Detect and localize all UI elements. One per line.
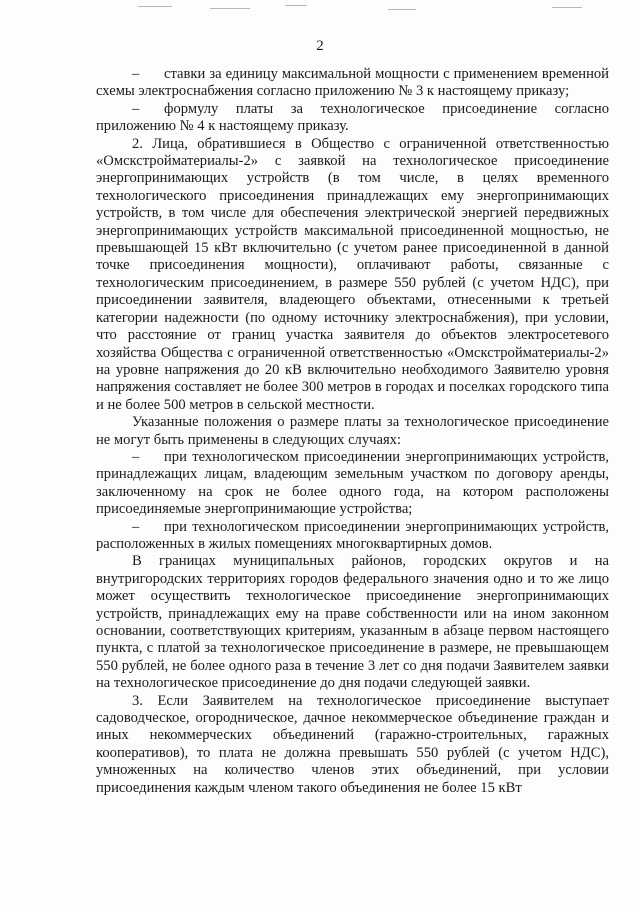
list-item-text: при технологическом присоединении энергопринимающих устройств, расположенных в жилых помещениях многоквартирных домов. <box>96 518 609 552</box>
list-item-text: формулу платы за технологическое присоединение согласно приложению № 4 к настоящему приказу. <box>96 100 609 135</box>
paragraph: 2. Лица, обратившиеся в Общество с ограниченной ответственностью «Омскстройматериалы-2» с заявкой на технологическое присоединение энергопринимающих устройств (в том числе, в целях временного технологического присоединения принадлежащих ему энергопринимающих устройств, в том числе для обеспечения электрической энергией передвижных энергопринимающих устройств максимальной присоединенной мощностью, не превышающей 15 кВт включительно (с учетом ранее присоединенной в данной точке присоединения мощности), оплачивают работы, связанные с технологическим присоединением, в размере 550 рублей (с учетом НДС), при присоединении заявителя, владеющего объектами, отнесенными к третьей категории надежности (по одному источнику электроснабжения), при условии, что расстояние от границ участка заявителя до объектов электросетевого хозяйства Общества с ограниченной ответственностью «Омскстройматериалы-2» на уровне напряжения до 20 кВ включительно необходимого Заявителю уровня напряжения составляет не более 300 метров в городах и поселках городского типа и не более 500 метров в сельской местности. <box>96 135 609 413</box>
list-item-text: при технологическом присоединении энергопринимающих устройств, принадлежащих лицам, владеющим земельным участком по договору аренды, заключенному на срок не более одного года, на котором расположены присоединяемые энергопринимающие устройства; <box>96 448 609 518</box>
paragraph: 3. Если Заявителем на технологическое присоединение выступает садоводческое, огородническое, дачное некоммерческое объединение граждан и иных некоммерческих объединений (гаражно-строительных, гаражных кооперативов), то плата не должна превышать 550 рублей (с учетом НДС), умноженных на количество членов этих объединений, при условии присоединения каждым членом такого объединения не более 15 кВт <box>96 692 609 796</box>
scan-artifact <box>210 8 250 9</box>
paragraph: Указанные положения о размере платы за технологическое присоединение не могут быть применены в следующих случаях: <box>96 414 609 448</box>
list-item <box>96 66 609 101</box>
list-dash: – <box>132 518 140 535</box>
document-body <box>96 66 609 797</box>
scan-artifact <box>388 9 416 10</box>
list-item <box>96 519 609 554</box>
list-item-text: ставки за единицу максимальной мощности с применением временной схемы электроснабжения согласно приложению № 3 к настоящему приказу; <box>96 66 609 100</box>
list-item <box>96 101 609 136</box>
scan-artifact <box>138 6 172 7</box>
list-dash: – <box>132 100 140 117</box>
list-dash: – <box>132 448 140 465</box>
list-dash: – <box>132 66 140 82</box>
scan-artifact <box>552 7 582 8</box>
list-item <box>96 449 609 519</box>
page-number: 2 <box>316 38 324 54</box>
paragraph: В границах муниципальных районов, городских округов и на внутригородских территориях городов федерального значения одно и то же лицо может осуществить технологическое присоединение энергопринимающих устройств, принадлежащих ему на праве собственности или на ином законном основании, соответствующих критериям, указанным в абзаце первом настоящего пункта, с платой за технологическое присоединение в размере, не превышающем 550 рублей, не более одного раза в течение 3 лет со дня подачи Заявителем заявки на технологическое присоединение до дня подачи следующей заявки. <box>96 553 609 692</box>
scan-artifact <box>285 5 307 6</box>
